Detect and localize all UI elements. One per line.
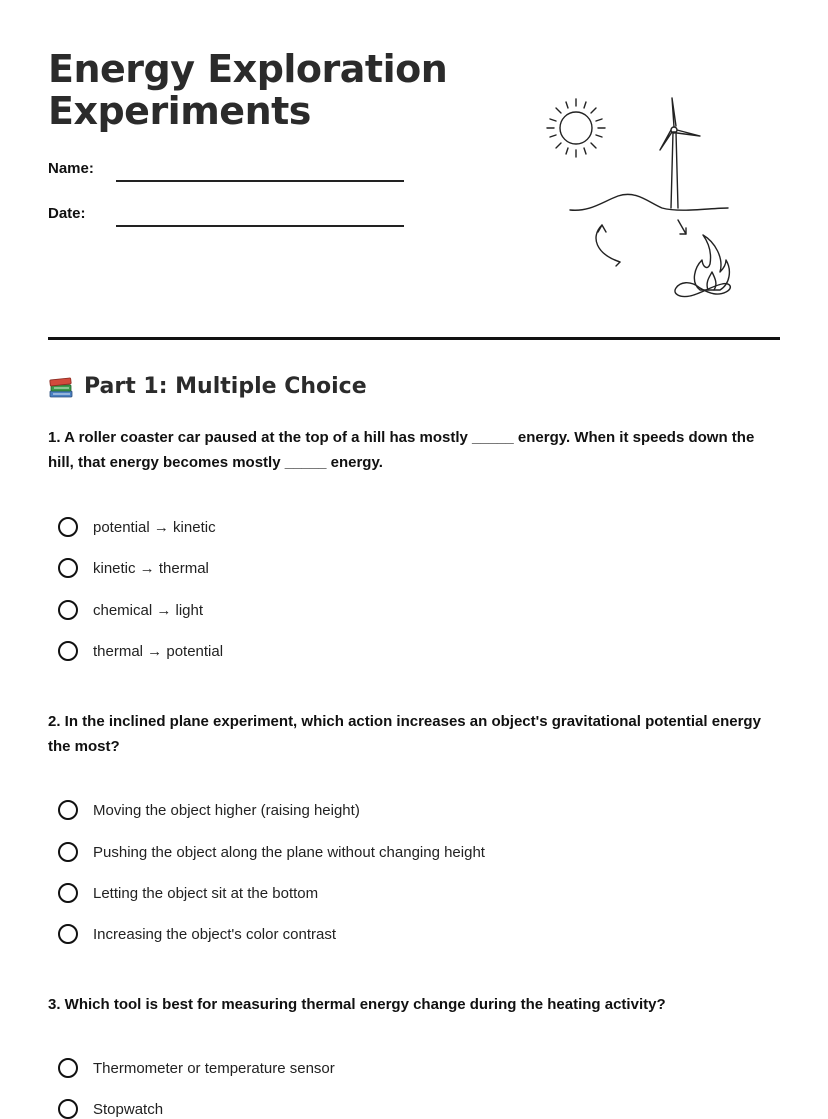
- q2-option-1-label: Moving the object higher (raising height): [93, 801, 360, 819]
- cycle-arrow-icon: [596, 220, 686, 266]
- q3-option-2[interactable]: [58, 1099, 163, 1119]
- q3-option-1-label: Thermometer or temperature sensor: [93, 1059, 335, 1077]
- q2-option-1[interactable]: [58, 800, 360, 820]
- q2-option-4-radio[interactable]: [58, 924, 78, 944]
- wind-turbine-icon: [660, 98, 700, 208]
- q1-option-3-label: chemical → light: [93, 601, 204, 619]
- section-divider: [48, 337, 780, 340]
- q3-option-2-label: Stopwatch: [93, 1100, 164, 1118]
- q2-option-4[interactable]: [58, 924, 336, 944]
- q3-option-1-radio[interactable]: [58, 1058, 78, 1078]
- question-1: 1. A roller coaster car paused at the top of a hill has mostly _____ energy. When it speeds down the hill, that energy becomes mostly _____ energy.: [48, 429, 755, 471]
- name-field[interactable]: [116, 180, 404, 182]
- q2-option-3-radio[interactable]: [58, 883, 78, 903]
- q1-option-4-label: thermal → potential: [93, 642, 224, 660]
- q1-option-4-radio[interactable]: [58, 641, 78, 661]
- books-icon: [48, 375, 74, 399]
- q1-option-3-radio[interactable]: [58, 600, 78, 620]
- q1-option-4[interactable]: [58, 641, 223, 661]
- hills-icon: [570, 194, 728, 210]
- q1-option-1[interactable]: [58, 517, 216, 537]
- q2-option-4-label: Increasing the object's color contrast: [93, 925, 336, 943]
- q2-option-2-radio[interactable]: [58, 842, 78, 862]
- part1-heading: [48, 374, 367, 399]
- q3-option-2-radio[interactable]: [58, 1099, 78, 1119]
- title-line-1: Energy Exploration: [48, 47, 448, 91]
- q1-option-2[interactable]: [58, 558, 209, 578]
- page-title: [48, 48, 447, 132]
- part1-title: Part 1: Multiple Choice: [84, 374, 367, 399]
- q2-option-3-label: Letting the object sit at the bottom: [93, 884, 319, 902]
- q1-option-3[interactable]: [58, 600, 203, 620]
- q1-option-1-radio[interactable]: [58, 517, 78, 537]
- question-3: 3. Which tool is best for measuring thermal energy change during the heating activity?: [48, 996, 666, 1013]
- q3-option-1[interactable]: [58, 1058, 335, 1078]
- energy-illustration: [540, 92, 740, 302]
- question-2: 2. In the inclined plane experiment, which action increases an object's gravitational potential energy the most?: [48, 713, 761, 755]
- q2-option-3[interactable]: [58, 883, 318, 903]
- sun-icon: [547, 99, 605, 157]
- date-label: Date:: [48, 205, 86, 222]
- title-line-2: Experiments: [48, 89, 311, 133]
- q2-option-2-label: Pushing the object along the plane without changing height: [93, 843, 485, 861]
- campfire-icon: [675, 235, 730, 297]
- date-field[interactable]: [116, 225, 404, 227]
- q1-option-2-radio[interactable]: [58, 558, 78, 578]
- q2-option-2[interactable]: [58, 842, 485, 862]
- q2-option-1-radio[interactable]: [58, 800, 78, 820]
- q1-option-2-label: kinetic → thermal: [93, 559, 209, 577]
- name-label: Name:: [48, 160, 94, 177]
- q1-option-1-label: potential → kinetic: [93, 518, 216, 536]
